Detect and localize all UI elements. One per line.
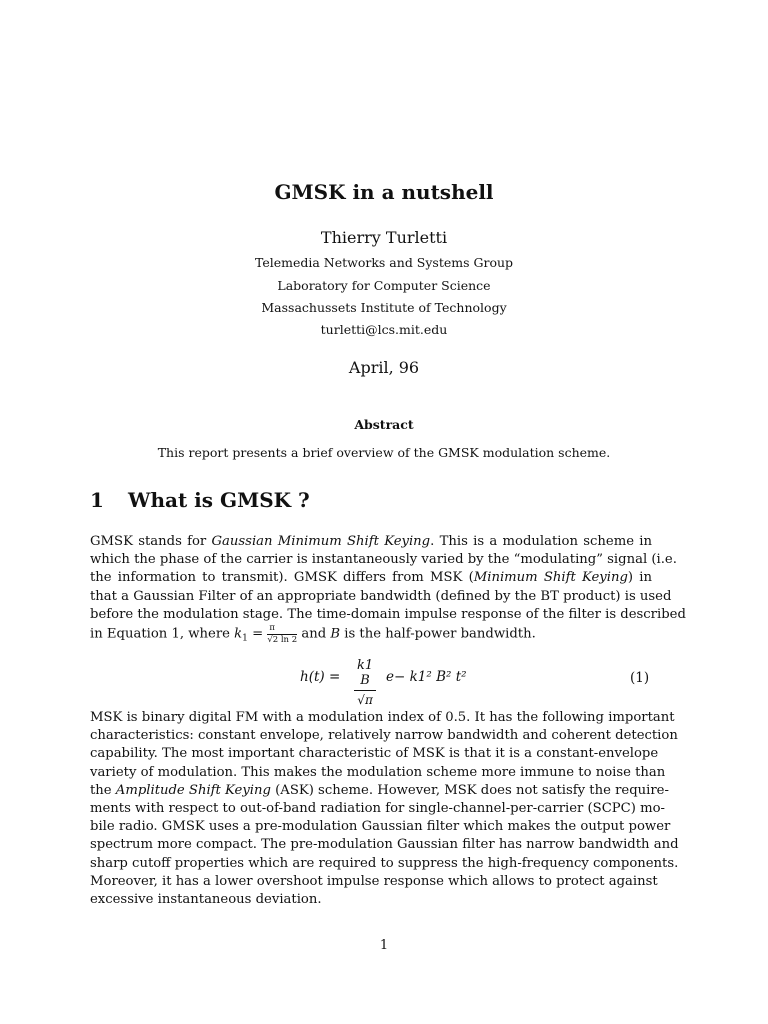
equation-exponential: e− k1² B² t² [386, 669, 467, 685]
author-email: turletti@lcs.mit.edu [320, 322, 448, 337]
paper-date: April, 96 [348, 358, 420, 377]
section-title: What is GMSK ? [128, 488, 310, 512]
abstract-heading: Abstract [354, 417, 414, 432]
author-name: Thierry Turletti [320, 228, 448, 247]
k1-fraction: $\frac{\pi}{√2 \ln 2}$ [267, 623, 298, 645]
equation-lhs: h(t) = [300, 669, 341, 685]
equation-number: (1) [630, 670, 650, 686]
affiliation-institute: Massachussets Institute of Technology [261, 300, 507, 315]
abstract-text: This report presents a brief overview of the GMSK modulation scheme. [157, 445, 611, 460]
page-number: 1 [379, 938, 389, 953]
body-paragraph-2: MSK is binary digital FM with a modulation index of 0.5. It has the following important characteristics: constant envelope, relatively narrow bandwidth and coherent detection capability. The most important characteristic of MSK is that it is a constant-envelope variety of modulation. This makes the modulation scheme more immune to noise than the Amplitude Shift Keying (ASK) scheme. However, MSK does not satisfy the require- ments with respect to out-of-band radiation for single-channel-per-carrier (SCPC) mo- bile radio. GMSK uses a pre-modulation Gaussian filter which makes the output power spectrum more compact. The pre-modulation Gaussian filter has narrow bandwidth and sharp cutoff properties which are required to suppress the high-frequency components. Moreover, it has a lower overshoot impulse response which allows to protect against excessive instantaneous deviation. [90, 710, 679, 908]
body-paragraph-1: GMSK stands for Gaussian Minimum Shift Keying. This is a modulation scheme in which the phase of the carrier is instantaneously varied by the “modulating” signal (i.e. the information to transmit). GMSK differs from MSK (Minimum Shift Keying) in that a Gaussian Filter of an appropriate bandwidth (defined by the BT product) is used before the modulation stage. The time-domain impulse response of the filter is described in Equation 1, where $k_1$ = $\frac{\pi}{√2 \ln 2}$ and B is the half-power bandwidth. [90, 534, 686, 645]
affiliation-lab: Laboratory for Computer Science [277, 278, 491, 293]
section-number: 1 [90, 488, 104, 512]
affiliation-group: Telemedia Networks and Systems Group [254, 255, 514, 270]
paper-title: GMSK in a nutshell [274, 180, 494, 204]
section-heading [90, 488, 310, 512]
equation-fraction: $\frac{k1 B}{√\pi}$ [354, 658, 376, 707]
